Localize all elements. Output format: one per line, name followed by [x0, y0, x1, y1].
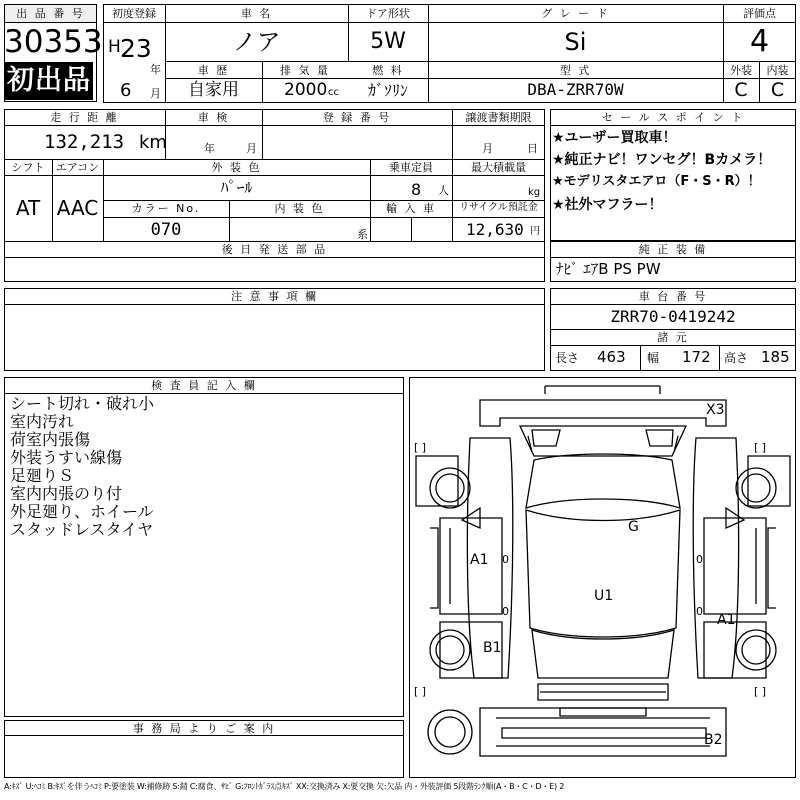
- mileage-value: 132,213: [44, 131, 125, 153]
- recycle-label: リサイクル預託金: [459, 202, 538, 213]
- divider: [165, 78, 723, 79]
- height-value: 185: [761, 348, 790, 366]
- month-unit: 月: [150, 87, 161, 100]
- divider: [550, 125, 796, 126]
- tire-zero-1: 0: [502, 553, 509, 566]
- fuel-label: 燃 料: [372, 64, 404, 77]
- inspector-line-3: 荷室内張傷: [10, 430, 91, 449]
- later-parts-label: 後 日 発 送 部 品: [221, 243, 328, 256]
- import-label: 輸 入 車: [386, 202, 436, 215]
- mark-x3: X3: [706, 402, 725, 418]
- history-label: 車 歴: [197, 64, 230, 77]
- transfer-day-unit: 日: [527, 142, 538, 155]
- score-value: 4: [749, 24, 770, 59]
- divider: [640, 345, 641, 371]
- height-label: 高さ: [724, 351, 749, 365]
- inspector-line-2: 室内汚れ: [10, 412, 75, 431]
- displacement-unit: cc: [328, 87, 339, 98]
- mark-b2: B2: [704, 732, 723, 748]
- divider: [4, 304, 545, 305]
- inspector-line-6: 室内内張のり付: [10, 484, 123, 503]
- inspection-label: 車 検: [197, 111, 230, 124]
- divider: [4, 241, 545, 242]
- divider: [550, 304, 796, 305]
- recycle-value: 12,630: [466, 220, 524, 239]
- chassis-value: ZRR70-0419242: [610, 307, 736, 326]
- door-value: 5W: [370, 29, 406, 54]
- fuel-value: ｶﾞｿﾘﾝ: [367, 81, 408, 100]
- color-no-value: 070: [150, 220, 182, 240]
- inspection-year-unit: 年: [204, 142, 215, 155]
- mileage-label: 走 行 距 離: [50, 111, 119, 124]
- bracket-3: [ ]: [414, 685, 427, 698]
- car-name: ノア: [232, 28, 281, 56]
- tire-zero-4: 0: [696, 605, 703, 618]
- grade-label: グ レ ー ド: [541, 7, 610, 20]
- first-reg-label: 初度登録: [112, 7, 156, 20]
- notes-label: 注 意 事 項 欄: [231, 290, 318, 303]
- model-value: DBA-ZRR70W: [527, 80, 624, 99]
- int-grade: C: [770, 79, 785, 101]
- max-load-unit: kg: [528, 187, 541, 198]
- divider: [550, 345, 796, 346]
- selling-points-label: セ ー ル ス ポ イ ン ト: [601, 111, 745, 124]
- selling-point-4: ★社外マフラー！: [552, 197, 663, 213]
- mileage-unit: km: [139, 132, 167, 153]
- car-diagram: [410, 378, 795, 777]
- year-unit: 年: [150, 63, 161, 76]
- bracket-4: [ ]: [754, 685, 767, 698]
- inspector-line-8: スタッドレスタイヤ: [10, 520, 154, 539]
- ext-label: 外装: [730, 64, 752, 77]
- shift-value: AT: [15, 196, 41, 220]
- int-color-unit: 系: [357, 228, 368, 241]
- chassis-label: 車 台 番 号: [638, 290, 708, 303]
- score-label: 評価点: [743, 7, 776, 20]
- ext-grade: C: [734, 79, 748, 101]
- lot-label: 出 品 番 号: [16, 7, 85, 20]
- selling-point-2: ★純正ナビ！ワンセグ！Bカメラ！: [552, 152, 772, 168]
- inspector-line-7: 外足廻り、ホイール: [10, 502, 154, 521]
- divider: [550, 257, 796, 258]
- tire-zero-2: 0: [502, 605, 509, 618]
- tire-zero-3: 0: [696, 553, 703, 566]
- color-value: ﾊﾟｰﾙ: [220, 178, 253, 197]
- mark-a1-left: A1: [470, 552, 489, 568]
- int-label: 内装: [766, 64, 789, 77]
- color-no-label: カラー No.: [131, 202, 201, 215]
- displacement-value: 2000: [284, 80, 328, 100]
- equipment-label: 純 正 装 備: [638, 243, 708, 256]
- divider: [103, 217, 545, 218]
- width-value: 172: [682, 348, 711, 366]
- office-label: 事 務 局 よ り ご 案 内: [132, 722, 276, 735]
- inspector-label: 検 査 員 記 入 欄: [151, 379, 257, 392]
- bracket-2: [ ]: [754, 441, 767, 454]
- divider: [4, 175, 545, 176]
- spec-label: 諸 元: [657, 331, 689, 344]
- reg-no-label: 登 録 番 号: [322, 111, 392, 124]
- divider: [4, 735, 404, 736]
- length-value: 463: [597, 348, 626, 366]
- width-label: 幅: [647, 351, 660, 365]
- color-label: 外 装 色: [211, 161, 262, 174]
- inspector-line-5: 足廻りＳ: [10, 466, 75, 485]
- divider: [165, 61, 796, 62]
- ac-value: AAC: [56, 196, 99, 220]
- legend-text: A:ｷｽﾞ U:ﾍｺﾐ B:ｷｽﾞを伴うﾍｺﾐ P:要塗装 W:補修跡 S:錆 C:腐食、ｻﾋﾞ G:ﾌﾛﾝﾄｶﾞﾗｽ点ｷｽﾞ XX:交換済み X:要交換 欠:欠品 内・外装評価 5段階ﾗﾝｸ順(A・B・C・D・E) 2: [4, 782, 565, 791]
- divider: [103, 200, 545, 201]
- max-load-label: 最大積載量: [471, 161, 526, 174]
- mark-b1: B1: [483, 640, 502, 656]
- transfer-label: 譲渡書類期限: [465, 111, 532, 124]
- divider: [550, 329, 796, 330]
- int-color-label: 内 装 色: [274, 202, 325, 215]
- mark-u1: U1: [594, 588, 614, 604]
- divider: [719, 345, 720, 371]
- selling-point-1: ★ユーザー買取車！: [552, 130, 677, 146]
- bracket-1: [ ]: [414, 441, 427, 454]
- mark-g: G: [628, 519, 639, 535]
- mark-a1-right: A1: [717, 612, 736, 628]
- inspector-line-4: 外装うすい線傷: [10, 448, 123, 467]
- ac-label: エアコン: [55, 161, 100, 174]
- grade-value: Si: [564, 28, 587, 56]
- transfer-month-unit: 月: [482, 142, 493, 155]
- model-label: 型 式: [559, 64, 592, 77]
- recycle-unit: 円: [530, 226, 540, 237]
- era-letter: H: [108, 37, 121, 57]
- divider: [4, 159, 545, 160]
- capacity-unit: 人: [438, 184, 449, 197]
- divider: [4, 257, 545, 258]
- selling-point-3: ★モデリスタエアロ（F・S・R）！: [552, 174, 761, 189]
- capacity-label: 乗車定員: [389, 161, 433, 174]
- displacement-label: 排 気 量: [280, 64, 330, 77]
- door-label: ドア形状: [366, 7, 410, 20]
- length-label: 長さ: [555, 351, 580, 365]
- divider: [103, 22, 796, 23]
- year-value: 23: [120, 34, 152, 63]
- month-value: 6: [120, 80, 132, 101]
- inspector-line-1: シート切れ・破れ小: [10, 394, 155, 413]
- equipment-value: ﾅﾋﾞ ｴｱB PS PW: [556, 260, 661, 278]
- shift-label: シフト: [11, 161, 45, 174]
- history-value: 自家用: [188, 80, 239, 100]
- first-listing-badge: 初出品: [5, 62, 93, 100]
- inspection-month-unit: 月: [246, 142, 257, 155]
- divider: [411, 217, 412, 242]
- car-diagram-box: [409, 377, 796, 778]
- car-name-label: 車 名: [240, 7, 273, 20]
- divider: [4, 125, 545, 126]
- lot-number: 30353: [4, 24, 103, 60]
- capacity-value: 8: [411, 180, 422, 199]
